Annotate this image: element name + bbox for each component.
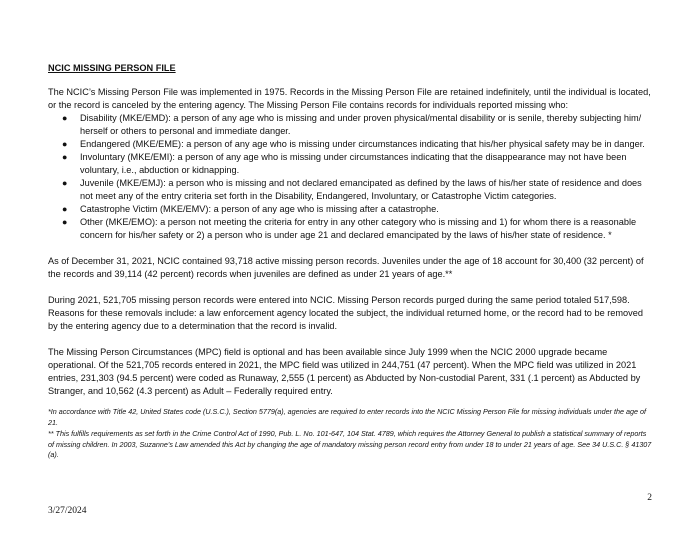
active-records-paragraph: As of December 31, 2021, NCIC contained 93,718 active missing person records. Juveniles under the age of 18 account for 30,400 (32 percent) of the records and 39,114 (42 percent) records when juveniles are defined as under 21 years of age.** [48,256,644,279]
document-body [48,62,654,462]
list-item-text: Juvenile (MKE/EMJ): a person who is missing and not declared emancipated as defined by the laws of his/her state of residence and does not meet any of the entry criteria set forth in the Disability, Endangered, Involuntary, or Catastrophe Victim categories. [80,178,642,201]
list-item-text: Involuntary (MKE/EMI): a person of any age who is missing under circumstances indicating that the disappearance may not have been voluntary, i.e., abduction or kidnapping. [80,152,627,175]
bullet-icon: ● [62,113,68,123]
bullet-icon: ● [62,217,68,227]
page-title: NCIC MISSING PERSON FILE [48,63,176,73]
list-item-text: Other (MKE/EMO): a person not meeting the criteria for entry in any other category who is missing and 1) for whom there is a reasonable concern for his/her safety or 2) a person who is under age 21 and declared emancipated by the laws of his/her state of residence. * [80,217,637,240]
bullet-icon: ● [62,139,68,149]
list-item-text: Catastrophe Victim (MKE/EMV): a person of any age who is missing after a catastrophe. [80,204,439,214]
bullet-icon: ● [62,178,68,188]
records-entered-paragraph: During 2021, 521,705 missing person records were entered into NCIC. Missing Person records purged during the same period totaled 517,598. Reasons for these removals include: a law enforcement agency located the subject, the individual returned home, or the record had to be removed by the entering agency due to a determination that the record is invalid. [48,295,643,331]
bullet-icon: ● [62,204,68,214]
mpc-field-paragraph: The Missing Person Circumstances (MPC) field is optional and has been available since July 1999 when the NCIC 2000 upgrade became operational. Of the 521,705 records entered in 2021, the MPC field was utilized in 244,751 (47 percent). When the MPC field was utilized in 2021 entries, 231,303 (94.5 percent) were coded as Runaway, 2,555 (1 percent) as Abducted by Non-custodial Parent, 331 (.1 percent) as Abducted by Stranger, and 10,562 (4.3 percent) as Adult – Federally required entry. [48,347,641,396]
list-item-text: Endangered (MKE/EME): a person of any age who is missing under circumstances indicating that his/her physical safety may be in danger. [80,139,645,149]
list-item-text: Disability (MKE/EMD): a person of any age who is missing and under proven physical/mental disability or is senile, thereby subjecting him/ herself or others to personal and immediate danger. [80,113,642,136]
list-item-juvenile [62,177,654,203]
list-item-involuntary [62,151,654,177]
missing-person-categories-list [48,112,654,242]
footnote-1: *In accordance with Title 42, United States code (U.S.C.), Section 5779(a), agencies are required to enter records into the NCIC Missing Person File for missing individuals under the age of 21. [48,407,646,427]
page-number: 2 [647,493,652,503]
bullet-icon: ● [62,152,68,162]
list-item-disability [62,112,654,138]
intro-paragraph: The NCIC’s Missing Person File was implemented in 1975. Records in the Missing Person File are retained indefinitely, until the individual is located, or the record is canceled by the entering agency. The Missing Person File contains records for individuals reported missing who: [48,87,651,110]
footnotes [48,407,654,461]
list-item-other [62,216,654,242]
document-date: 3/27/2024 [48,506,87,516]
footnote-2: ** This fulfills requirements as set forth in the Crime Control Act of 1990, Pub. L. No. 101-647, 104 Stat. 4789, which requires the Attorney General to publish a statistical summary of reports of missing children. In 2003, Suzanne’s Law amended this Act by changing the age of mandatory missing person record entry from under 18 to under 21 years of age. See 34 U.S.C. § 41307 (a). [48,429,652,459]
list-item-catastrophe-victim [62,203,654,216]
list-item-endangered [62,138,654,151]
